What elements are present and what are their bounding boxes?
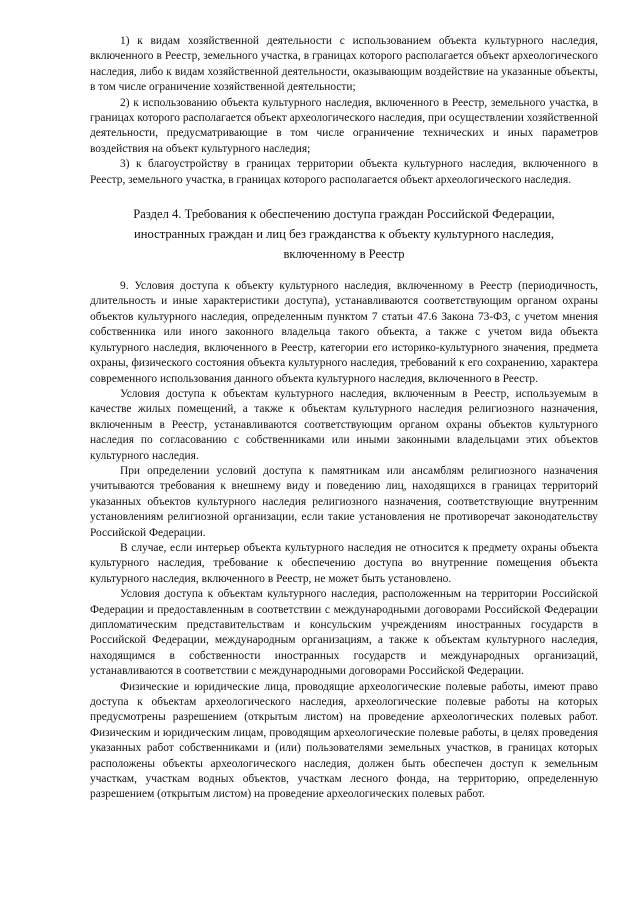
paragraph-9: 9. Условия доступа к объекту культурного наследия, включенному в Реестр (периодичность, длительность и иные характеристики доступа), устанавливаются соответствующим органом охраны объектов культурного наследия, определенным пунктом 7 статьи 47.6 Закона 73-ФЗ, с учетом мнения собственника или иного законного владельца такого объекта, а также с учетом вида объекта культурного наследия, включенного в Реестр, категории его историко-культурного значения, предмета охраны, физического состояния объекта культурного наследия, требований к его сохранению, характера современного использования данного объекта культурного наследия, включенного в Реестр. — [90, 280, 598, 385]
paragraph-residential-religious: Условия доступа к объектам культурного наследия, включенным в Реестр, используемым в качестве жилых помещений, а также к объектам культурного наследия религиозного назначения, включенным в Реестр, устанавливаются соответствующим органом охраны объектов культурного наследия по согласованию с собственниками или иными законными владельцами этих объектов культурного наследия. — [90, 387, 598, 462]
section-heading: Раздел 4. Требования к обеспечению доступа граждан Российской Федерации, иностранных граждан и лиц без гражданства к объекту культурного наследия, включенному в Реестр — [133, 207, 555, 262]
document-body — [90, 34, 598, 803]
paragraph-religious-monuments: При определении условий доступа к памятникам или ансамблям религиозного назначения учитываются требования к внешнему виду и поведению лиц, находящихся в границах территорий указанных объектов культурного наследия религиозного назначения, соответствующие внутренним установлениям религиозной организации, если такие установления не противоречат законодательству Российской Федерации. — [90, 464, 598, 539]
paragraph-archaeological-works: Физические и юридические лица, проводящие археологические полевые работы, имеют право доступа к объектам археологического наследия, археологические полевые работы на которых предусмотрены разрешением (открытым листом) на проведение археологических полевых работ. Физическим и юридическим лицам, проводящим археологические полевые работы, в целях проведения указанных работ собственниками и (или) пользователями земельных участков, в границах которых расположены объекты археологического наследия, должен быть обеспечен доступ к земельным участкам, участкам водных объектов, участкам лесного фонда, на территорию, определенную разрешением (открытым листом) на проведение археологических полевых работ. — [90, 680, 598, 801]
paragraph-diplomatic: Условия доступа к объектам культурного наследия, расположенным на территории Российской Федерации и предоставленным в соответствии с международными договорами Российской Федерации дипломатическим представительствам и консульским учреждениям иностранных государств в Российской Федерации, международным организациям, а также к объектам культурного наследия, находящимся в собственности иностранных государств и международных организаций, устанавливаются в соответствии с международными договорами Российской Федерации. — [90, 588, 598, 678]
paragraph-interior: В случае, если интерьер объекта культурного наследия не относится к предмету охраны объекта культурного наследия, требование к обеспечению доступа во внутренние помещения объекта культурного наследия, включенного в Реестр, не может быть установлено. — [90, 541, 598, 585]
list-item-2: 2) к использованию объекта культурного наследия, включенного в Реестр, земельного участка, в границах которого располагается объект археологического наследия, при осуществлении хозяйственной деятельности, предусматривающие в том числе ограничение технических и иных параметров воздействия на объект культурного наследия; — [90, 96, 598, 155]
list-item-1: 1) к видам хозяйственной деятельности с использованием объекта культурного наследия, включенного в Реестр, земельного участка, в границах которого располагается объект археологического наследия, либо к видам хозяйственной деятельности, оказывающим воздействие на указанные объекты, в том числе ограничение хозяйственной деятельности; — [90, 35, 598, 94]
list-item-3: 3) к благоустройству в границах территории объекта культурного наследия, включенного в Реестр, земельного участка, в границах которого располагается объект археологического наследия. — [90, 158, 598, 186]
